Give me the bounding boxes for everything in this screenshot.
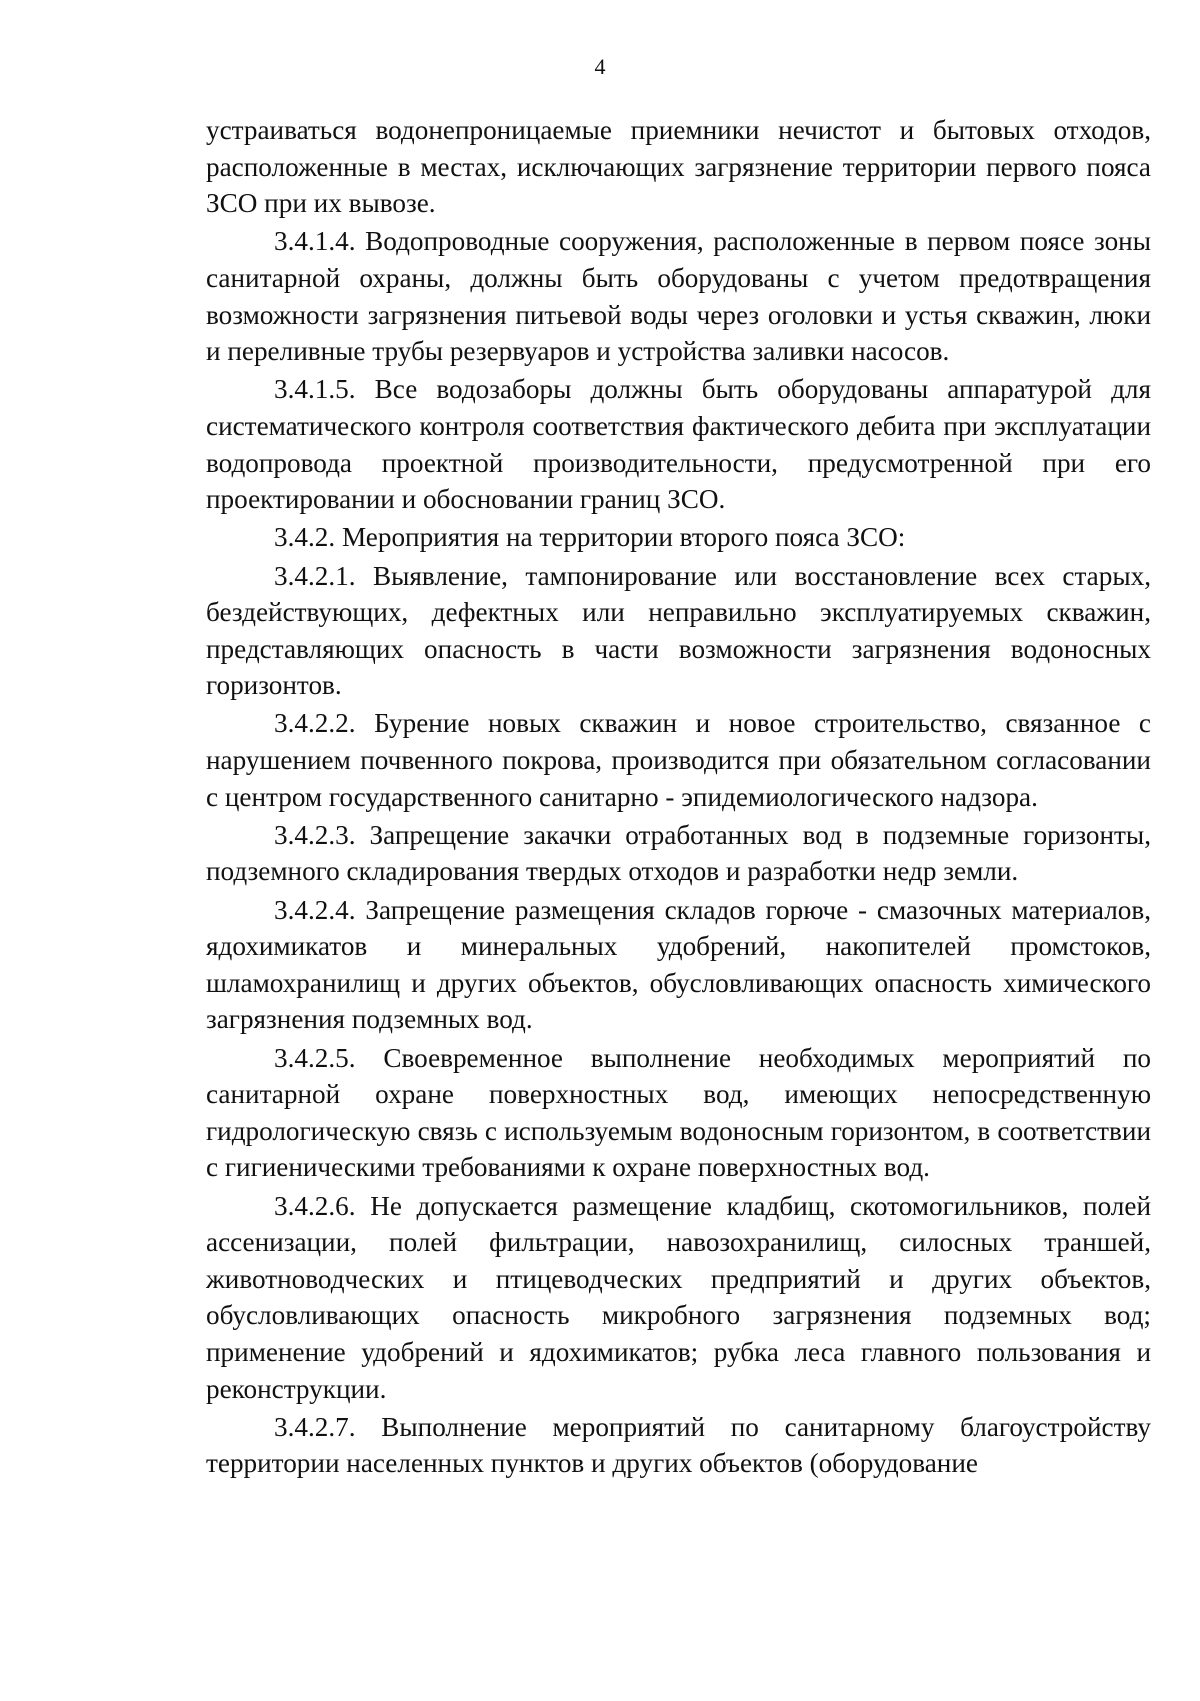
- paragraph-3-4-2-1: 3.4.2.1. Выявление, тампонирование или восстановление всех старых, бездействующих, дефектных или неправильно эксплуатируемых скважин, представляющих опасность в части возможности загрязнения водоносных горизонтов.: [206, 560, 1151, 701]
- page-number: 4: [594, 54, 606, 79]
- paragraph-continuation: устраиваться водонепроницаемые приемники нечистот и бытовых отходов, расположенные в местах, исключающих загрязнение территории первого пояса ЗСО при их вывозе.: [206, 115, 1151, 219]
- paragraph-3-4-2-5: 3.4.2.5. Своевременное выполнение необходимых мероприятий по санитарной охране поверхностных вод, имеющих непосредственную гидрологическую связь с используемым водоносным горизонтом, в соответствии с гигиеническими требованиями к охране поверхностных вод.: [206, 1042, 1151, 1183]
- document-body: [206, 112, 1151, 1484]
- section-heading-3-4-2: 3.4.2. Мероприятия на территории второго пояса ЗСО:: [274, 522, 906, 553]
- paragraph-3-4-2-4: 3.4.2.4. Запрещение размещения складов горюче - смазочных материалов, ядохимикатов и минеральных удобрений, накопителей промстоков, шламохранилищ и других объектов, обусловливающих опасность химического загрязнения подземных вод.: [206, 894, 1151, 1035]
- paragraph-3-4-1-5: 3.4.1.5. Все водозаборы должны быть оборудованы аппаратурой для систематического контроля соответствия фактического дебита при эксплуатации водопровода проектной производительности, предусмотренной при его проектировании и обосновании границ ЗСО.: [206, 374, 1151, 515]
- paragraph-3-4-1-4: 3.4.1.4. Водопроводные сооружения, расположенные в первом поясе зоны санитарной охраны, должны быть оборудованы с учетом предотвращения возможности загрязнения питьевой воды через оголовки и устья скважин, люки и переливные трубы резервуаров и устройства заливки насосов.: [206, 226, 1151, 367]
- paragraph-3-4-2-6: 3.4.2.6. Не допускается размещение кладбищ, скотомогильников, полей ассенизации, полей фильтрации, навозохранилищ, силосных траншей, животноводческих и птицеводческих предприятий и других объектов, обусловливающих опасность микробного загрязнения подземных вод; применение удобрений и ядохимикатов; рубка леса главного пользования и реконструкции.: [206, 1190, 1151, 1404]
- paragraph-3-4-2-7: 3.4.2.7. Выполнение мероприятий по санитарному благоустройству территории населенных пунктов и других объектов (оборудование: [206, 1411, 1151, 1479]
- paragraph-3-4-2-2: 3.4.2.2. Бурение новых скважин и новое строительство, связанное с нарушением почвенного покрова, производится при обязательном согласовании с центром государственного санитарно - эпидемиологического надзора.: [206, 708, 1151, 812]
- paragraph-3-4-2-3: 3.4.2.3. Запрещение закачки отработанных вод в подземные горизонты, подземного складирования твердых отходов и разработки недр земли.: [206, 819, 1151, 887]
